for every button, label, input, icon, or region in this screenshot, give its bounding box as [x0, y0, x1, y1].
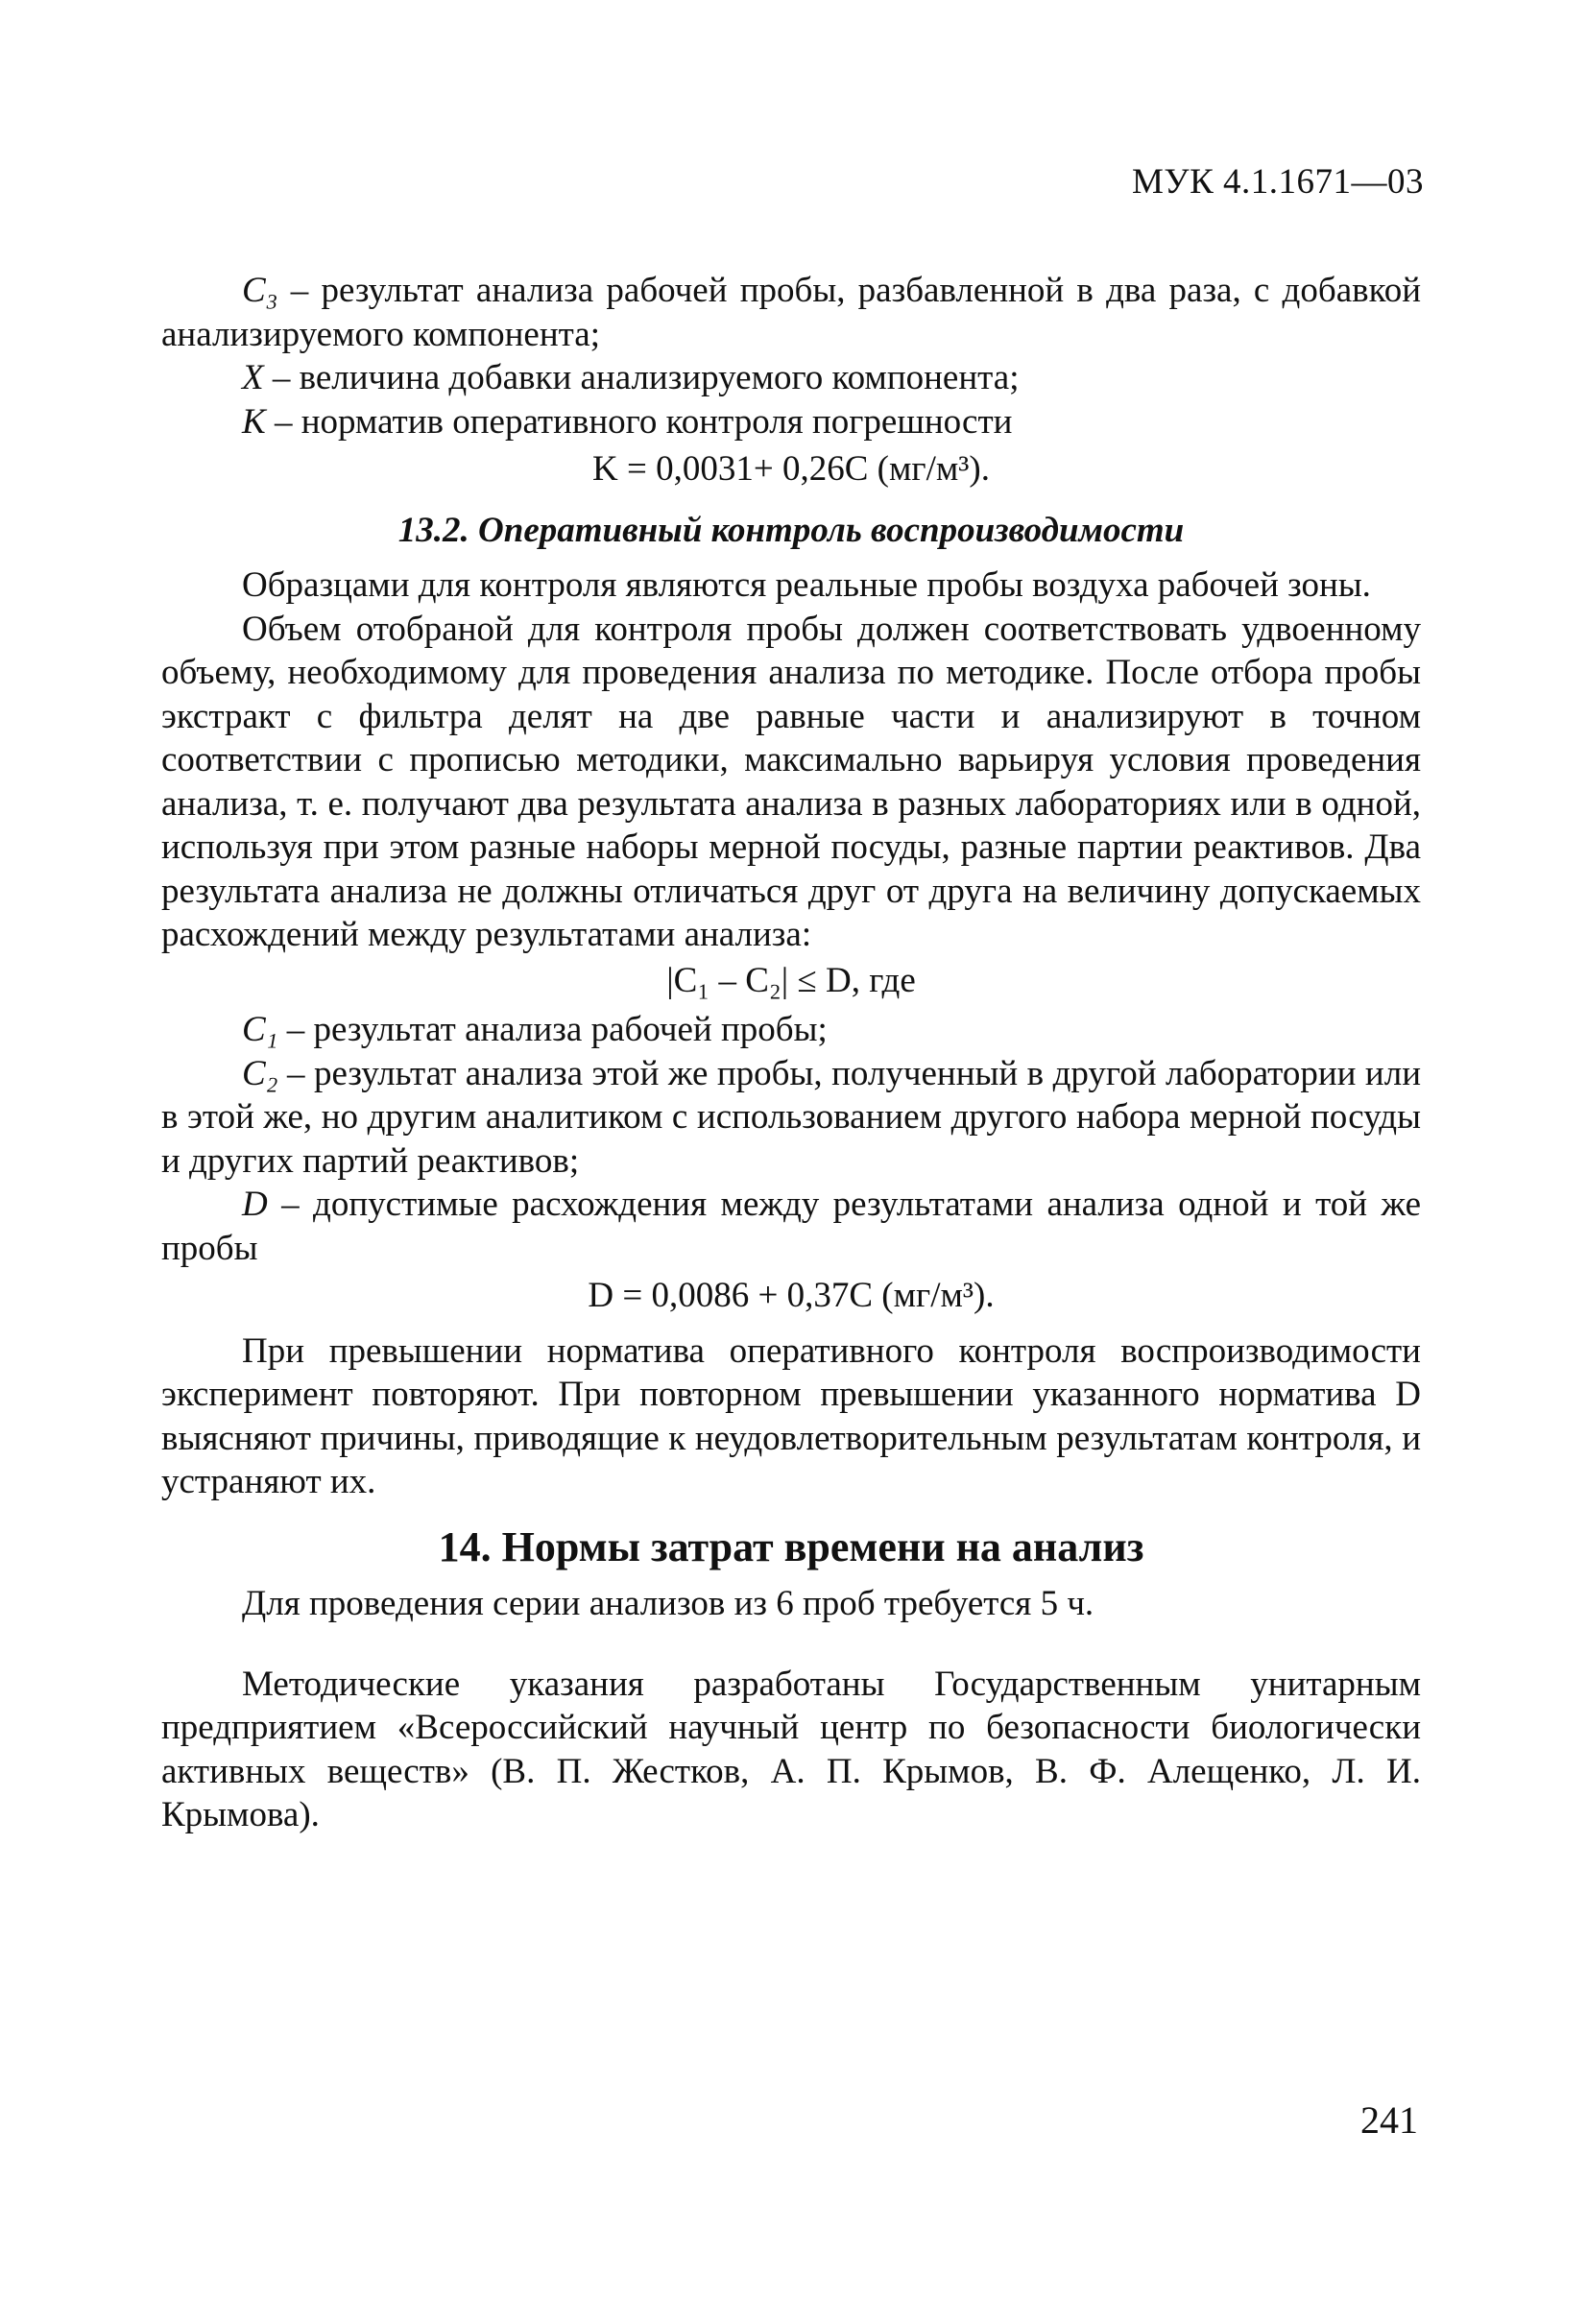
definition-c3	[161, 269, 1421, 356]
document-code-header: МУК 4.1.1671—03	[1131, 162, 1424, 202]
page-body	[161, 269, 1421, 1837]
formula-difference: |C₁ – C₂| ≤ D, где	[666, 960, 916, 1000]
symbol-d: D	[242, 1185, 268, 1224]
section-13-2-heading: 13.2. Оперативный контроль воспроизводимости	[397, 510, 1185, 550]
definition-k-text: – норматив оперативного контроля погрешности	[265, 401, 1013, 442]
formula-k: K = 0,0031+ 0,26C (мг/м³).	[592, 449, 990, 489]
definition-c2-text: – результат анализа этой же пробы, полученный в другой лаборатории или в этой же, но другим аналитиком с использованием другого набора мерной посуды и других партий реактивов;	[161, 1053, 1421, 1181]
definition-c3-text: – результат анализа рабочей пробы, разбавленной в два раза, с добавкой анализируемого компонента;	[161, 271, 1421, 354]
paragraph-procedure: Объем отобраной для контроля пробы должен соответствовать удвоенному объему, необходимому для проведения анализа по методике. После отбора пробы экстракт с фильтра делят на две равные части и анализируют в точном соответствии с прописью методики, максимально варьируя условия проведения анализа, т. е. получают два результата анализа в разных лабораториях или в одной, используя при этом разные наборы мерной посуды, разные партии реактивов. Два результата анализа не должны отличаться друг от друга на величину допускаемых расхождений между результатами анализа:	[161, 609, 1421, 954]
definition-x	[161, 356, 1421, 400]
definition-d-text: – допустимые расхождения между результатами анализа одной и той же пробы	[161, 1185, 1421, 1268]
symbol-c3: C₃	[242, 271, 278, 310]
symbol-c2: C₂	[242, 1053, 278, 1093]
symbol-k: K	[242, 401, 266, 442]
paragraph-exceed: При превышении норматива оперативного контроля воспроизводимости эксперимент повторяют. При повторном превышении указанного норматива D выясняют причины, приводящие к неудовлетворительным результатам контроля, и устраняют их.	[161, 1330, 1421, 1501]
section-14-heading: 14. Нормы затрат времени на анализ	[438, 1522, 1144, 1570]
formula-d: D = 0,0086 + 0,37C (мг/м³).	[588, 1276, 995, 1315]
spacer	[161, 1626, 1421, 1663]
symbol-c1: C₁	[242, 1010, 278, 1049]
definition-c1-text: – результат анализа рабочей пробы;	[277, 1010, 828, 1049]
definition-d	[161, 1183, 1421, 1270]
definition-c1	[161, 1008, 1421, 1052]
paragraph-credits: Методические указания разработаны Государственным унитарным предприятием «Всероссийский научный центр по безопасности биологически активных веществ» (В. П. Жестков, А. П. Крымов, В. Ф. Алещенко, Л. И. Крымова).	[161, 1664, 1421, 1834]
definition-c2	[161, 1052, 1421, 1184]
definition-k	[161, 400, 1421, 444]
definition-x-text: – величина добавки анализируемого компонента;	[263, 358, 1020, 397]
paragraph-time-norm: Для проведения серии анализов из 6 проб требуется 5 ч.	[242, 1584, 1094, 1623]
paragraph-samples: Образцами для контроля являются реальные пробы воздуха рабочей зоны.	[242, 565, 1371, 605]
symbol-x: X	[242, 358, 264, 397]
page-number: 241	[1360, 2098, 1418, 2142]
